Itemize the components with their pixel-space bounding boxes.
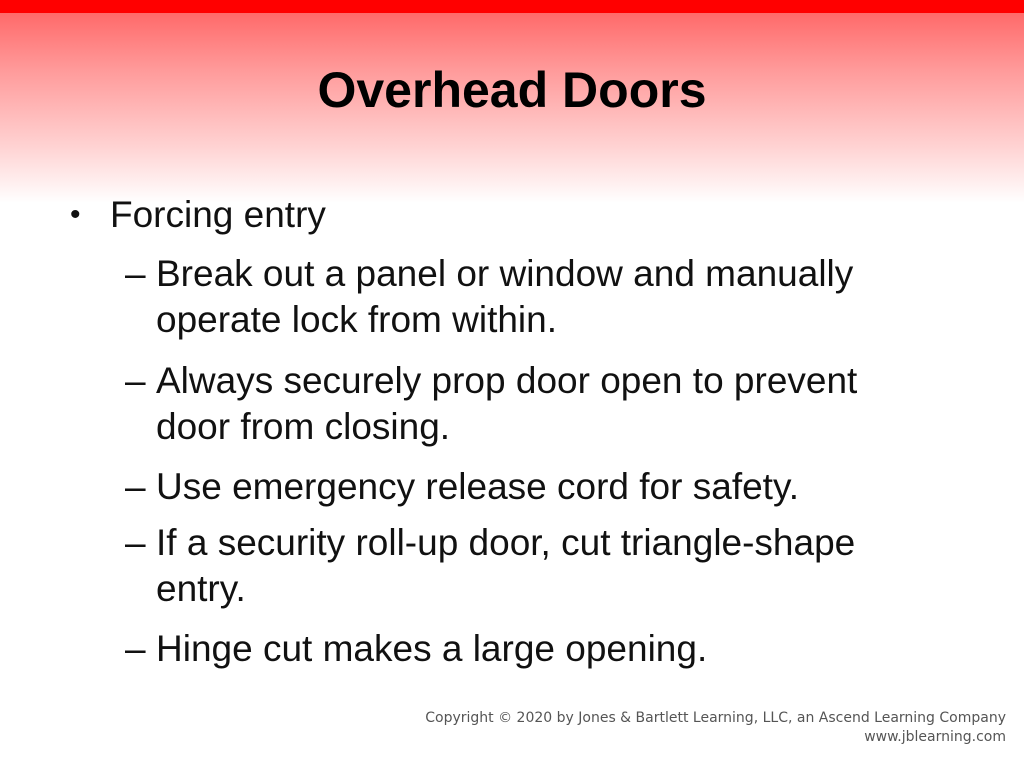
top-red-band (0, 0, 1024, 13)
dash-marker: – (125, 360, 146, 401)
slide-title: Overhead Doors (317, 62, 707, 118)
sub-item-text: Break out a panel or window and manually operate lock from within. (156, 253, 854, 340)
sub-item-text: Always securely prop door open to prevent door from closing. (156, 360, 858, 447)
sub-item-text: Use emergency release cord for safety. (156, 466, 799, 507)
sub-item-text: Hinge cut makes a large opening. (156, 628, 708, 669)
sub-item-text: If a security roll-up door, cut triangle-shape entry. (156, 522, 856, 609)
dash-marker: – (125, 628, 146, 669)
footer (425, 709, 1006, 747)
bullet-marker: • (70, 198, 81, 231)
bullet-text: Forcing entry (110, 194, 326, 235)
copyright-text: Copyright © 2020 by Jones & Bartlett Learning, LLC, an Ascend Learning Company (425, 710, 1006, 726)
dash-marker: – (125, 466, 146, 507)
dash-marker: – (125, 253, 146, 294)
dash-marker: – (125, 522, 146, 563)
website-text: www.jblearning.com (864, 729, 1006, 745)
